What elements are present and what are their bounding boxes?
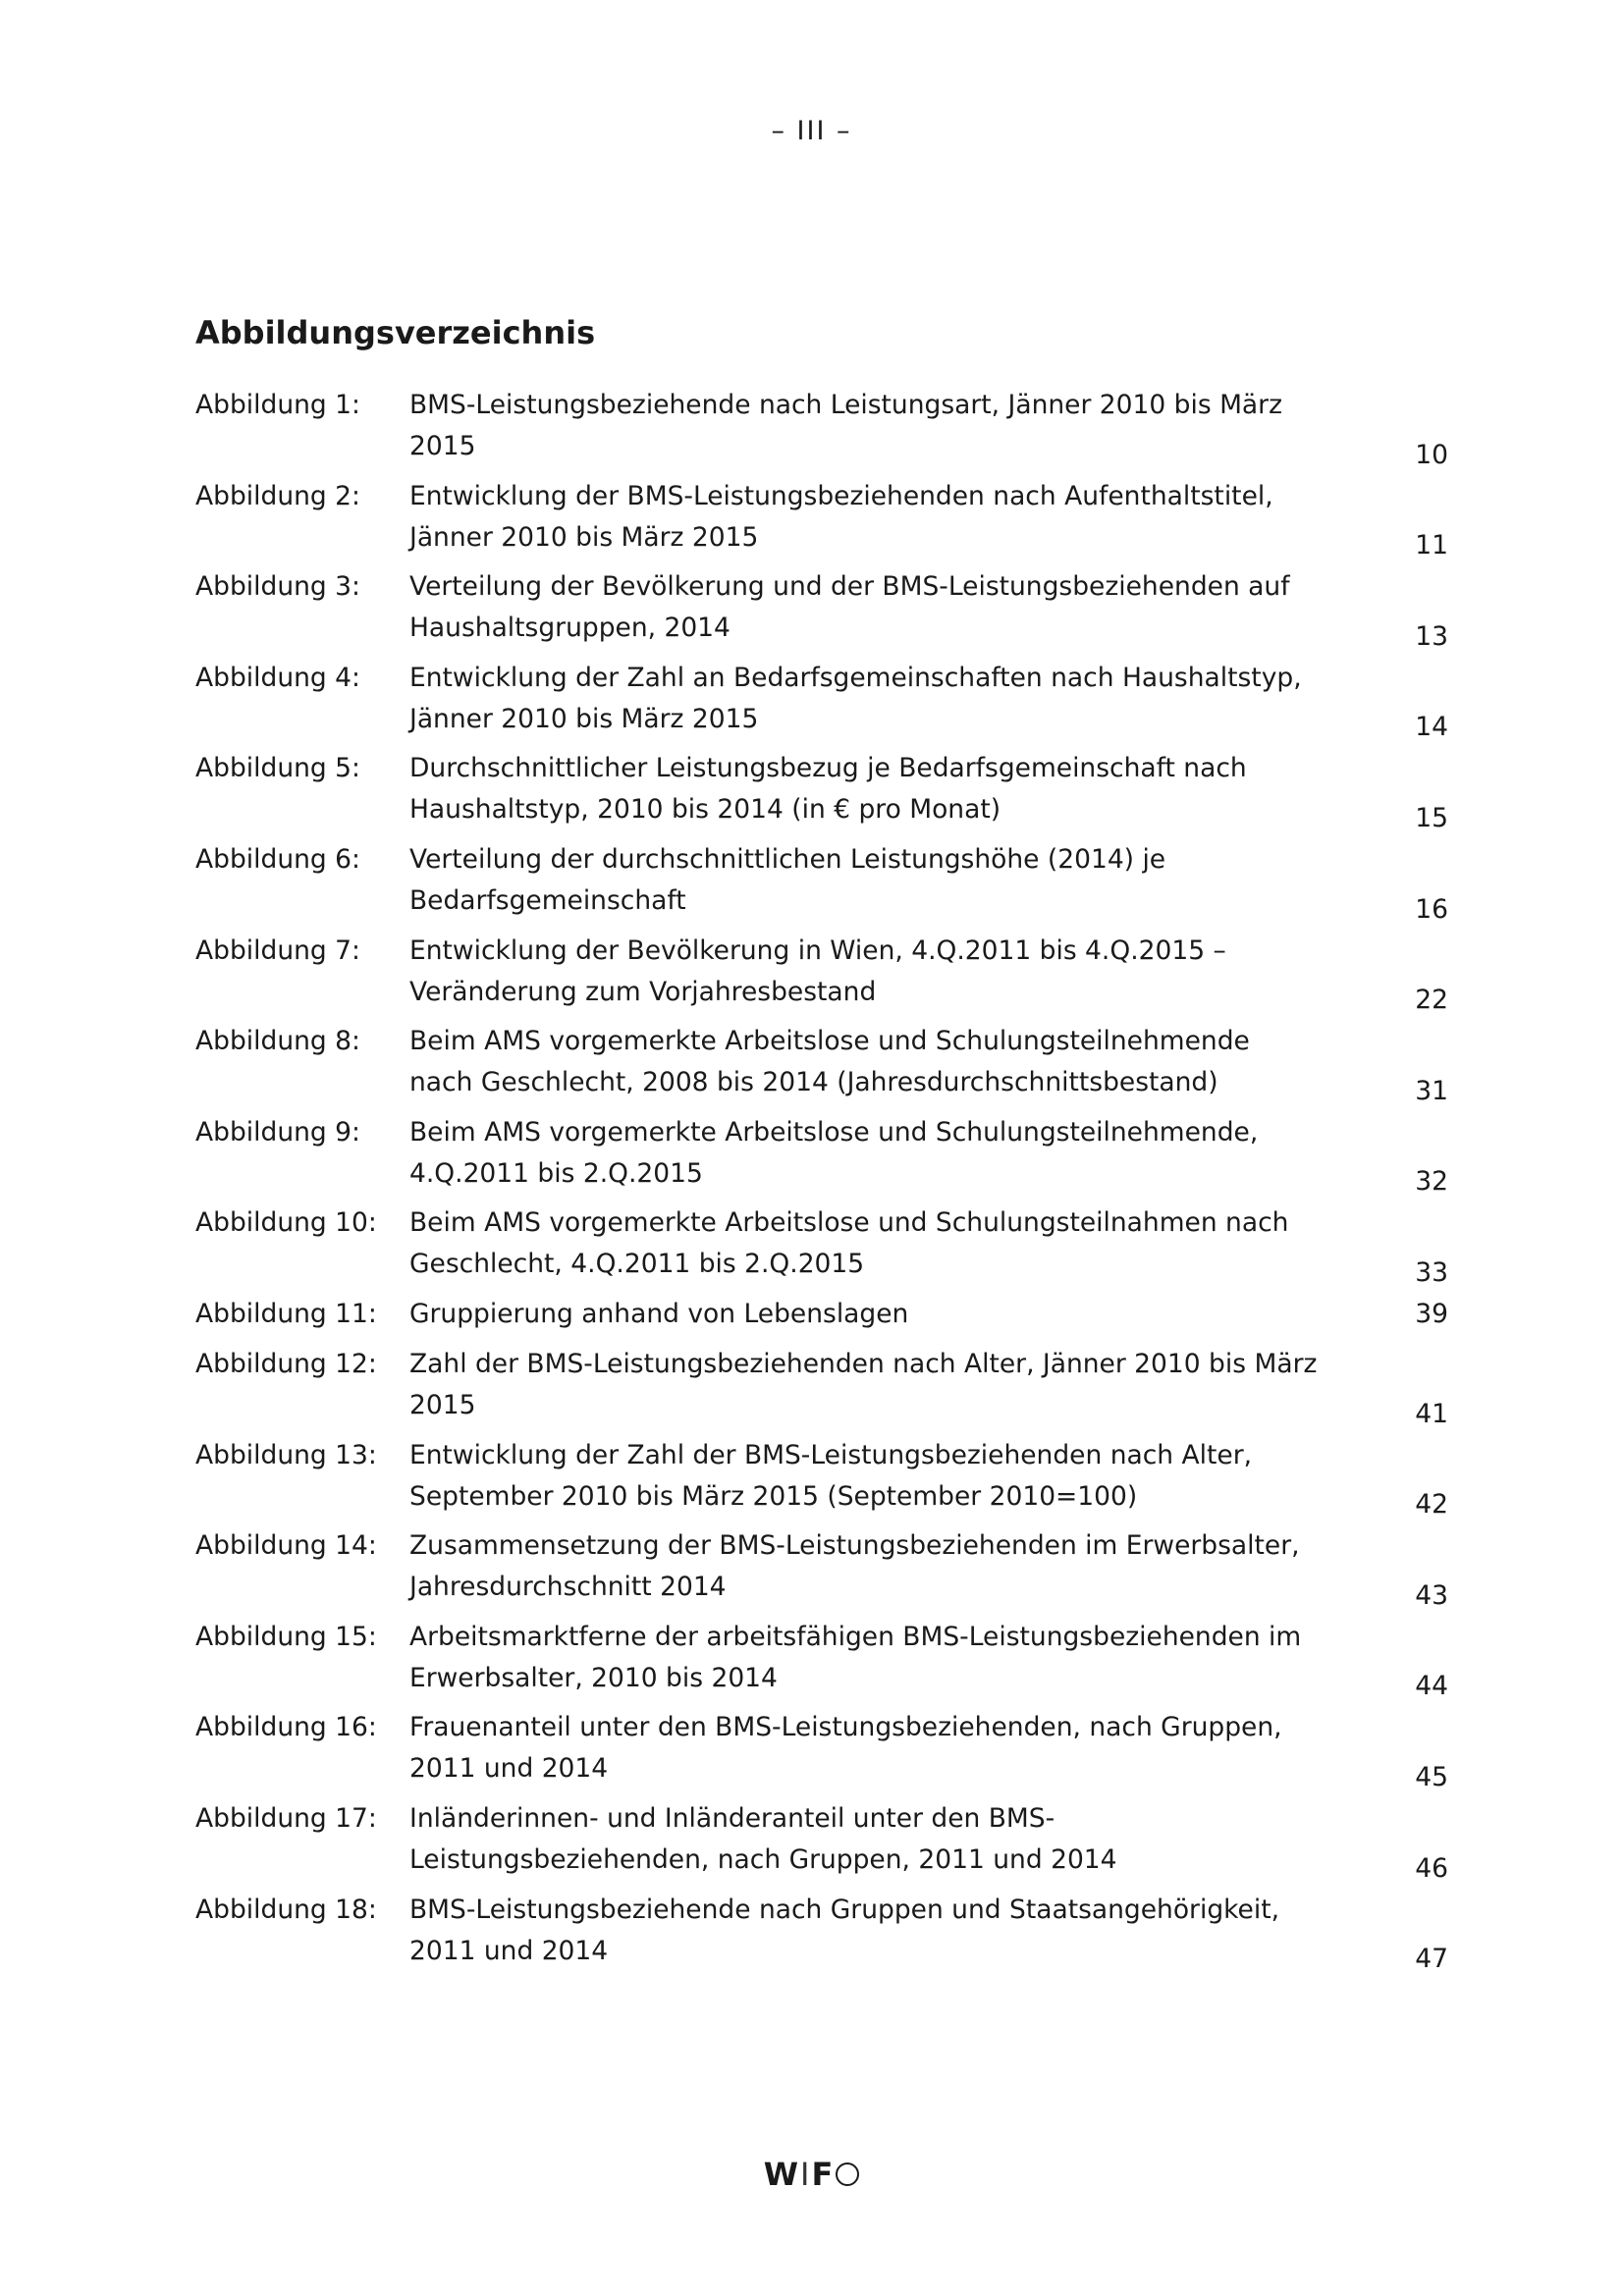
wifo-logo [0,2156,1623,2193]
figure-title: Zusammensetzung der BMS-Leistungsbeziehenden im Erwerbsalter, Jahresdurchschnitt 2014 [409,1530,1300,1603]
figure-label: Abbildung 15: [195,1621,377,1652]
toc-entry[interactable] [195,839,1448,931]
page-reference: 22 [1415,985,1448,1016]
toc-entry[interactable] [195,1525,1448,1617]
logo-f: F [811,2156,835,2193]
toc-entry[interactable] [195,1890,1448,1981]
figure-title: Beim AMS vorgemerkte Arbeitslose und Schulungsteilnahmen nach Geschlecht, 4.Q.2011 bis 2.Q.2015 [409,1207,1289,1280]
figure-title: Inländerinnen- und Inländeranteil unter den BMS- Leistungsbeziehenden, nach Gruppen, 2011 und 2014 [409,1802,1117,1875]
toc-entry[interactable] [195,658,1448,749]
page-reference: 31 [1415,1075,1448,1106]
figure-title: Entwicklung der Zahl an Bedarfsgemeinschaften nach Haushaltstyp, Jänner 2010 bis März 2015 [409,662,1302,734]
toc-entry[interactable] [195,1707,1448,1798]
toc-entry[interactable] [195,476,1448,567]
logo-circle-icon [836,2163,859,2186]
toc-entry[interactable] [195,1798,1448,1890]
page-reference: 15 [1415,802,1448,833]
page-reference: 32 [1415,1166,1448,1198]
figure-title: Verteilung der Bevölkerung und der BMS-Leistungsbeziehenden auf Haushaltsgruppen, 2014 [409,571,1290,644]
figure-label: Abbildung 18: [195,1894,377,1925]
page-number: – III – [771,116,852,146]
toc-entry[interactable] [195,1294,1448,1344]
figure-label: Abbildung 1: [195,390,360,420]
figure-title: Beim AMS vorgemerkte Arbeitslose und Schulungsteilnehmende nach Geschlecht, 2008 bis 2014 (Jahresdurchschnittsbestand) [409,1026,1250,1098]
toc-entry[interactable] [195,385,1448,476]
figure-title: Verteilung der durchschnittlichen Leistungshöhe (2014) je Bedarfsgemeinschaft [409,843,1166,916]
figure-title: BMS-Leistungsbeziehende nach Gruppen und Staatsangehörigkeit, 2011 und 2014 [409,1894,1280,1966]
toc-entry[interactable] [195,1435,1448,1526]
toc-entry[interactable] [195,931,1448,1022]
page-title: Abbildungsverzeichnis [195,314,596,351]
figure-label: Abbildung 16: [195,1712,377,1743]
figure-title: BMS-Leistungsbeziehende nach Leistungsart, Jänner 2010 bis März 2015 [409,390,1282,461]
toc-entry[interactable] [195,1021,1448,1112]
page-reference: 11 [1415,530,1448,561]
toc-entry[interactable] [195,1112,1448,1203]
figure-title: Zahl der BMS-Leistungsbeziehenden nach Alter, Jänner 2010 bis März 2015 [409,1348,1318,1420]
figure-title: Durchschnittlicher Leistungsbezug je Bedarfsgemeinschaft nach Haushaltstyp, 2010 bis 2014 (in € pro Monat) [409,753,1247,826]
figure-label: Abbildung 8: [195,1026,360,1057]
figure-title: Entwicklung der Bevölkerung in Wien, 4.Q.2011 bis 4.Q.2015 – Veränderung zum Vorjahresbestand [409,934,1226,1007]
page-reference: 45 [1415,1761,1448,1792]
figure-title: Gruppierung anhand von Lebenslagen [409,1298,909,1329]
page-reference: 13 [1415,620,1448,652]
figure-label: Abbildung 4: [195,662,360,693]
figure-title: Frauenanteil unter den BMS-Leistungsbeziehenden, nach Gruppen, 2011 und 2014 [409,1712,1282,1785]
figure-label: Abbildung 13: [195,1439,377,1470]
toc-entry[interactable] [195,1617,1448,1708]
page-reference: 46 [1415,1852,1448,1884]
toc-entry[interactable] [195,1202,1448,1294]
figure-label: Abbildung 11: [195,1298,377,1329]
page-reference: 47 [1415,1944,1448,1975]
figure-title: Beim AMS vorgemerkte Arbeitslose und Schulungsteilnehmende, 4.Q.2011 bis 2.Q.2015 [409,1116,1259,1189]
figure-label: Abbildung 2: [195,480,360,511]
page-reference: 16 [1415,893,1448,925]
toc-entry[interactable] [195,1344,1448,1435]
figure-label: Abbildung 3: [195,571,360,603]
figure-label: Abbildung 9: [195,1116,360,1148]
figure-label: Abbildung 5: [195,753,360,784]
figure-label: Abbildung 10: [195,1207,377,1239]
logo-w: W [763,2156,799,2193]
figure-title: Entwicklung der Zahl der BMS-Leistungsbeziehenden nach Alter, September 2010 bis März 2015 (September 2010=100) [409,1439,1253,1512]
figure-label: Abbildung 6: [195,843,360,875]
page-reference: 33 [1415,1256,1448,1288]
figure-label: Abbildung 12: [195,1348,377,1379]
figure-list [195,385,1448,1980]
toc-entry[interactable] [195,566,1448,658]
figure-label: Abbildung 14: [195,1530,377,1562]
page-reference: 44 [1415,1671,1448,1702]
page-reference: 41 [1415,1398,1448,1429]
figure-title: Arbeitsmarktferne der arbeitsfähigen BMS-Leistungsbeziehenden im Erwerbsalter, 2010 bis 2014 [409,1621,1302,1693]
page-reference: 10 [1415,439,1448,470]
page-reference: 43 [1415,1579,1448,1611]
logo-separator: I [800,2156,811,2193]
page-reference: 14 [1415,712,1448,743]
page-reference: 42 [1415,1489,1448,1521]
toc-entry[interactable] [195,748,1448,839]
figure-label: Abbildung 7: [195,934,360,966]
figure-title: Entwicklung der BMS-Leistungsbeziehenden nach Aufenthaltstitel, Jänner 2010 bis März 2015 [409,480,1273,553]
page-reference: 39 [1415,1298,1448,1329]
figure-label: Abbildung 17: [195,1802,377,1834]
